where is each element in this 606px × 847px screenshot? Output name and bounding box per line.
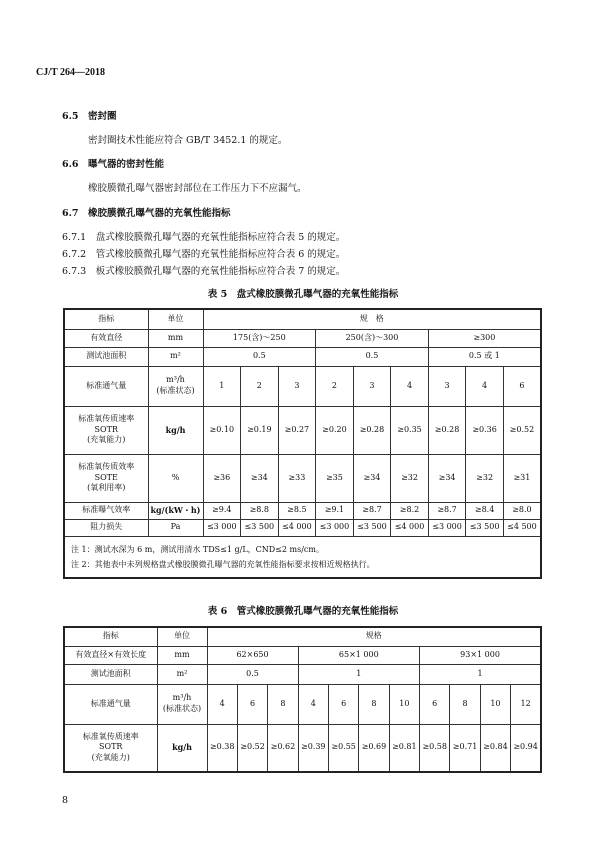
- row-unit: m²: [148, 347, 203, 366]
- table-row: [64, 347, 541, 366]
- value-cell: 8: [268, 684, 298, 724]
- row-unit: Pa: [148, 519, 203, 536]
- value-cell: 8: [450, 684, 480, 724]
- value-cell: ≥0.84: [480, 724, 510, 772]
- value-cell: ≥33: [278, 454, 316, 502]
- value-cell: ≥0.62: [268, 724, 298, 772]
- table-row: [64, 664, 541, 684]
- value-cell: ≥35: [316, 454, 354, 502]
- section-6-7-title: 6.7 橡胶膜微孔曝气器的充氧性能指标: [62, 208, 231, 219]
- header-unit: 单位: [157, 627, 207, 646]
- value-cell: ≤3 500: [241, 519, 279, 536]
- section-6-6-body: 橡胶膜微孔曝气器密封部位在工作压力下不应漏气。: [88, 183, 307, 194]
- table-row: [64, 366, 541, 406]
- table-row: [64, 724, 541, 772]
- value-cell: ≥32: [466, 454, 504, 502]
- value-cell: 4: [391, 366, 429, 406]
- value-cell: ≥8.5: [278, 502, 316, 519]
- row-label: 测试池面积: [64, 664, 157, 684]
- row-label: 阻力损失: [64, 519, 148, 536]
- table5-caption: 表 5 盘式橡胶膜微孔曝气器的充氧性能指标: [207, 289, 399, 300]
- value-cell: ≤3 500: [466, 519, 504, 536]
- value-cell: 4: [298, 684, 328, 724]
- value-cell: ≥0.39: [298, 724, 328, 772]
- header-indicator: 指标: [64, 627, 157, 646]
- row-unit: kg/h: [148, 406, 203, 454]
- row-unit: kg/(kW・h): [148, 502, 203, 519]
- row-unit: m³/h (标准状态): [148, 366, 203, 406]
- value-cell: 10: [480, 684, 510, 724]
- table-row: [64, 536, 541, 578]
- header-spec: 规格: [207, 627, 541, 646]
- row-unit: mm: [148, 329, 203, 347]
- row-label: 标准氧传质速率 SOTR (充氧能力): [64, 406, 148, 454]
- value-cell: 3: [428, 366, 466, 406]
- table-row: [64, 519, 541, 536]
- table-row: [64, 646, 541, 664]
- section-6-5-body: 密封圈技术性能应符合 GB/T 3452.1 的规定。: [88, 135, 288, 146]
- value-cell: ≤4 500: [503, 519, 541, 536]
- table-row: [64, 627, 541, 646]
- value-cell: ≥0.19: [241, 406, 279, 454]
- value-cell: 2: [316, 366, 354, 406]
- value-cell: ≥8.4: [466, 502, 504, 519]
- value-cell: 8: [359, 684, 389, 724]
- table6: [63, 626, 542, 773]
- table-row: [64, 309, 541, 329]
- value-cell: ≥9.1: [316, 502, 354, 519]
- value-cell: 12: [511, 684, 542, 724]
- row-label: 标准通气量: [64, 366, 148, 406]
- table-row: [64, 502, 541, 519]
- test-area: 0.5: [316, 347, 429, 366]
- spec-group: ≥300: [428, 329, 541, 347]
- row-unit: mm: [157, 646, 207, 664]
- test-area: 1: [298, 664, 419, 684]
- value-cell: ≥8.0: [503, 502, 541, 519]
- table-note: 注 1：测试水深为 6 m，测试用清水 TDS≤1 g/L，CND≤2 ms/cm。: [71, 544, 324, 554]
- value-cell: ≥31: [503, 454, 541, 502]
- value-cell: 3: [353, 366, 391, 406]
- table-notes: [64, 536, 541, 578]
- value-cell: ≤3 000: [316, 519, 354, 536]
- value-cell: ≥0.36: [466, 406, 504, 454]
- value-cell: ≥0.52: [237, 724, 267, 772]
- test-area: 0.5 或 1: [428, 347, 541, 366]
- value-cell: ≥0.55: [328, 724, 358, 772]
- spec-group: 62×650: [207, 646, 298, 664]
- value-cell: ≤3 000: [428, 519, 466, 536]
- value-cell: ≥0.28: [353, 406, 391, 454]
- value-cell: 6: [328, 684, 358, 724]
- value-cell: ≤4 000: [278, 519, 316, 536]
- table-row: [64, 329, 541, 347]
- table-row: [64, 454, 541, 502]
- value-cell: ≥34: [428, 454, 466, 502]
- page-number: 8: [62, 795, 69, 806]
- table6-caption: 表 6 管式橡胶膜微孔曝气器的充氧性能指标: [207, 606, 399, 617]
- spec-group: 65×1 000: [298, 646, 419, 664]
- row-unit: %: [148, 454, 203, 502]
- table-row: [64, 684, 541, 724]
- value-cell: ≥0.38: [207, 724, 237, 772]
- spec-group: 93×1 000: [420, 646, 542, 664]
- value-cell: ≥0.27: [278, 406, 316, 454]
- value-cell: ≤3 500: [353, 519, 391, 536]
- value-cell: ≥34: [353, 454, 391, 502]
- value-cell: 6: [237, 684, 267, 724]
- row-label: 测试池面积: [64, 347, 148, 366]
- row-label: 有效直径×有效长度: [64, 646, 157, 664]
- table-row: [64, 406, 541, 454]
- value-cell: ≥0.52: [503, 406, 541, 454]
- test-area: 1: [420, 664, 542, 684]
- value-cell: 1: [203, 366, 241, 406]
- value-cell: ≥0.10: [203, 406, 241, 454]
- value-cell: ≥32: [391, 454, 429, 502]
- value-cell: ≥0.35: [391, 406, 429, 454]
- header-spec: 规 格: [203, 309, 541, 329]
- value-cell: ≥0.69: [359, 724, 389, 772]
- table-note: 注 2：其他表中未列规格盘式橡胶膜微孔曝气器的充氧性能指标要求按相近规格执行。: [71, 559, 375, 569]
- value-cell: ≥0.58: [420, 724, 450, 772]
- value-cell: ≥8.7: [353, 502, 391, 519]
- value-cell: ≤4 000: [391, 519, 429, 536]
- value-cell: ≥34: [241, 454, 279, 502]
- row-label: 标准氧传质速率 SOTR (充氧能力): [64, 724, 157, 772]
- header-unit: 单位: [148, 309, 203, 329]
- header-indicator: 指标: [64, 309, 148, 329]
- value-cell: ≥36: [203, 454, 241, 502]
- value-cell: 10: [389, 684, 419, 724]
- value-cell: ≥9.4: [203, 502, 241, 519]
- row-unit: kg/h: [157, 724, 207, 772]
- row-label: 有效直径: [64, 329, 148, 347]
- value-cell: ≥0.71: [450, 724, 480, 772]
- section-6-5-title: 6.5 密封圈: [62, 111, 117, 122]
- value-cell: ≤3 000: [203, 519, 241, 536]
- test-area: 0.5: [203, 347, 316, 366]
- row-label: 标准氧传质效率 SOTE (氧利用率): [64, 454, 148, 502]
- row-unit: m²: [157, 664, 207, 684]
- row-unit: m³/h (标准状态): [157, 684, 207, 724]
- value-cell: ≥8.7: [428, 502, 466, 519]
- table5: [63, 308, 542, 579]
- value-cell: 2: [241, 366, 279, 406]
- value-cell: 4: [466, 366, 504, 406]
- value-cell: 4: [207, 684, 237, 724]
- value-cell: ≥0.94: [511, 724, 542, 772]
- standard-header: CJ/T 264—2018: [36, 67, 105, 78]
- row-label: 标准曝气效率: [64, 502, 148, 519]
- value-cell: 6: [420, 684, 450, 724]
- value-cell: ≥8.8: [241, 502, 279, 519]
- value-cell: ≥8.2: [391, 502, 429, 519]
- spec-group: 175(含)～250: [203, 329, 316, 347]
- test-area: 0.5: [207, 664, 298, 684]
- row-label: 标准通气量: [64, 684, 157, 724]
- value-cell: ≥0.81: [389, 724, 419, 772]
- clause-6-7-1: 6.7.1 盘式橡胶膜微孔曝气器的充氧性能指标应符合表 5 的规定。: [62, 232, 346, 243]
- spec-group: 250(含)～300: [316, 329, 429, 347]
- clause-6-7-2: 6.7.2 管式橡胶膜微孔曝气器的充氧性能指标应符合表 6 的规定。: [62, 249, 346, 260]
- value-cell: 6: [503, 366, 541, 406]
- clause-6-7-3: 6.7.3 板式橡胶膜微孔曝气器的充氧性能指标应符合表 7 的规定。: [62, 266, 346, 277]
- section-6-6-title: 6.6 曝气器的密封性能: [62, 159, 165, 170]
- value-cell: ≥0.28: [428, 406, 466, 454]
- value-cell: ≥0.20: [316, 406, 354, 454]
- value-cell: 3: [278, 366, 316, 406]
